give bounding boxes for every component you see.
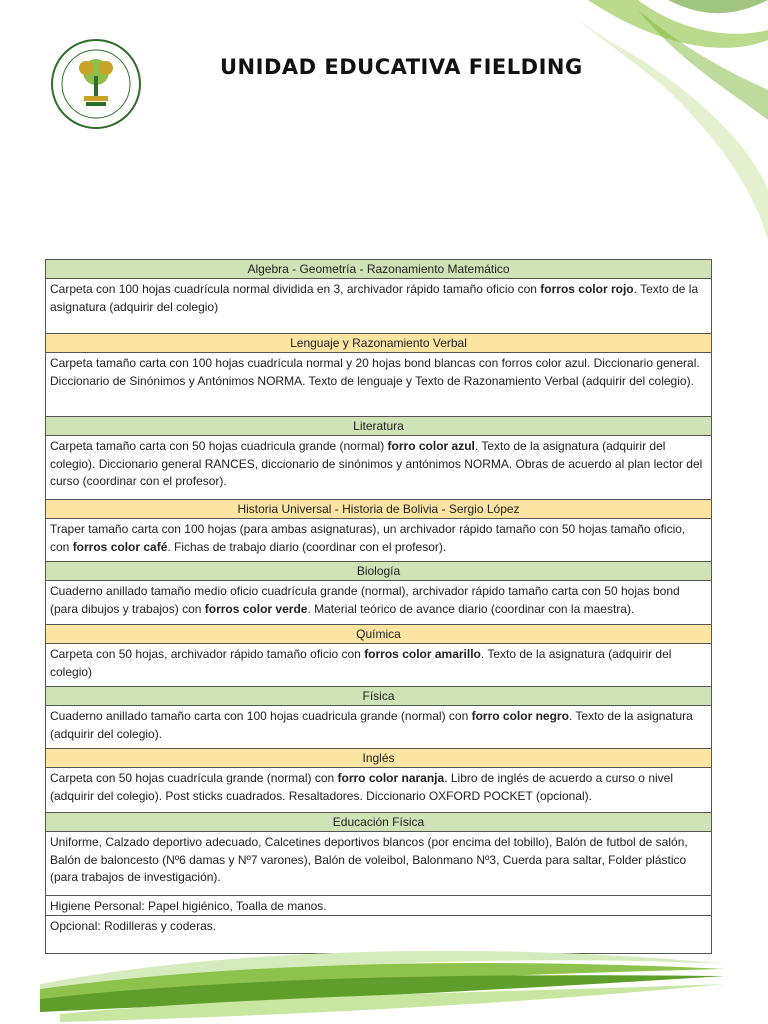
section-header-educacion-fisica: Educación Física [46, 813, 711, 832]
section-content-quimica: Carpeta con 50 hojas, archivador rápido tamaño oficio con forros color amarillo. Texto de la asignatura (adquirir del colegio) [46, 644, 711, 687]
section-content-literatura: Carpeta tamaño carta con 50 hojas cuadricula grande (normal) forro color azul. Texto de la asignatura (adquirir del colegio). Diccionario general RANCES, diccionario de sinónimos y antónimos NORMA. Obras de acuerdo al plan lector del curso (coordinar con el profesor). [46, 436, 711, 500]
section-header-biologia: Biología [46, 562, 711, 581]
section-header-fisica: Física [46, 687, 711, 706]
section-content-educacion-fisica: Uniforme, Calzado deportivo adecuado, Calcetines deportivos blancos (por encima del tobillo), Balón de futbol de salón, Balón de baloncesto (Nº6 damas y Nº7 varones), Balón de voleibol, Balonmano Nº3, Cuerda para saltar, Folder plástico (para trabajos de investigación). [46, 832, 711, 896]
school-name-heading: UNIDAD EDUCATIVA FIELDING [220, 55, 583, 79]
section-header-historia: Historia Universal - Historia de Bolivia - Sergio López [46, 500, 711, 519]
section-content-fisica: Cuaderno anillado tamaño carta con 100 hojas cuadricula grande (normal) con forro color negro. Texto de la asignatura (adquirir del colegio). [46, 706, 711, 749]
hygiene-item: Higiene Personal: Papel higiénico, Toalla de manos. [46, 896, 711, 916]
decorative-swoosh-bottom [0, 944, 768, 1024]
section-header-lenguaje: Lenguaje y Razonamiento Verbal [46, 334, 711, 353]
section-content-lenguaje: Carpeta tamaño carta con 100 hojas cuadrícula normal y 20 hojas bond blancas con forros color azul. Diccionario general. Diccionario de Sinónimos y Antónimos NORMA. Texto de lenguaje y Texto de Razonamiento Verbal (adquirir del colegio). [46, 353, 711, 417]
section-header-literatura: Literatura [46, 417, 711, 436]
optional-item: Opcional: Rodilleras y coderas. [50, 919, 217, 933]
section-header-ingles: Inglés [46, 749, 711, 768]
section-content-historia: Traper tamaño carta con 100 hojas (para ambas asignaturas), un archivador rápido tamaño con 50 hojas tamaño oficio, con forros color café. Fichas de trabajo diario (coordinar con el profesor). [46, 519, 711, 562]
section-header-matematica: Algebra - Geometría - Razonamiento Matemático [46, 260, 711, 279]
section-content-biologia: Cuaderno anillado tamaño medio oficio cuadrícula grande (normal), archivador rápido tamaño carta con 50 hojas bond (para dibujos y trabajos) con forros color verde. Material teórico de avance diario (coordinar con la maestra). [46, 581, 711, 625]
school-supplies-list [45, 259, 712, 954]
section-header-quimica: Química [46, 625, 711, 644]
school-logo [50, 38, 142, 130]
decorative-swoosh-top [468, 0, 768, 240]
section-content-ingles: Carpeta con 50 hojas cuadrícula grande (normal) con forro color naranja. Libro de inglés de acuerdo a curso o nivel (adquirir del colegio). Post sticks cuadrados. Resaltadores. Diccionario OXFORD POCKET (opcional). [46, 768, 711, 813]
section-content-matematica: Carpeta con 100 hojas cuadrícula normal dividida en 3, archivador rápido tamaño oficio con forros color rojo. Texto de la asignatura (adquirir del colegio) [46, 279, 711, 334]
